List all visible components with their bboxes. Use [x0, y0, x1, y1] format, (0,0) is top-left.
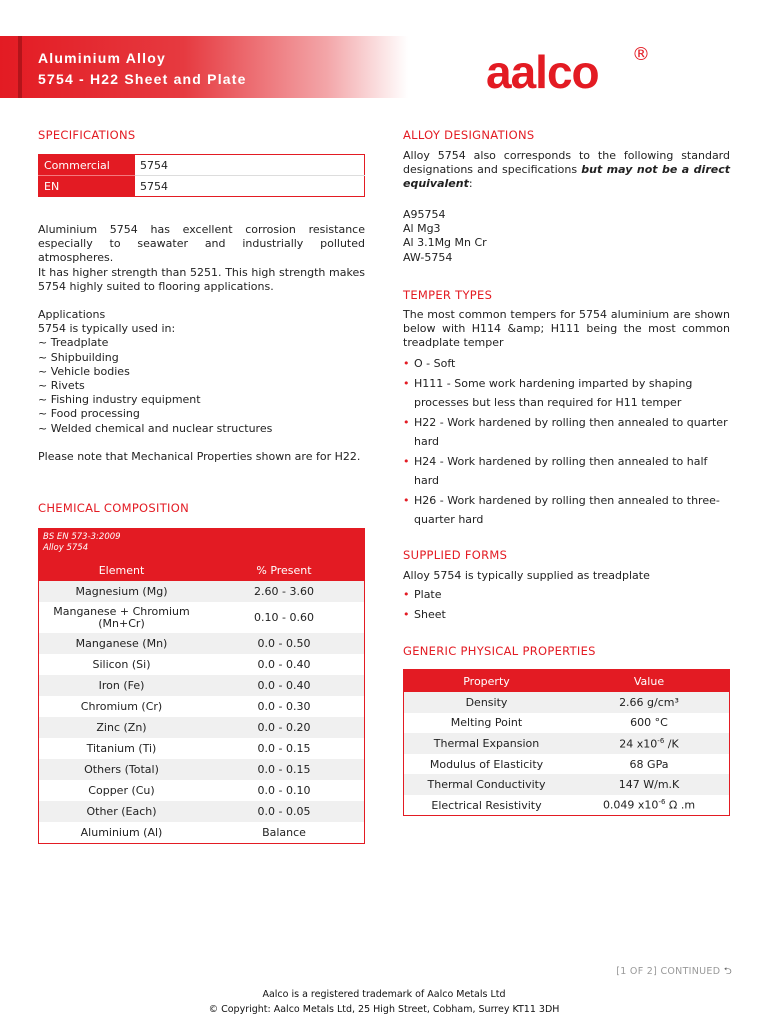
property-cell: Density — [404, 692, 570, 713]
chemical-alloy: Alloy 5754 — [43, 543, 89, 553]
table-row — [404, 754, 730, 775]
value-exponent: -6 — [657, 736, 665, 745]
table-row — [39, 633, 365, 654]
list-item: ~ Fishing industry equipment — [38, 393, 201, 407]
description-paragraph-2: It has higher strength than 5251. This high strength makes 5754 highly suited to flooring applications. — [38, 265, 365, 293]
list-item: • Plate — [403, 585, 730, 605]
element-cell: Iron (Fe) — [39, 675, 205, 696]
list-item: ~ Rivets — [38, 379, 85, 393]
list-item: • H111 - Some work hardening imparted by shaping processes but less than required for H11 temper — [403, 374, 730, 413]
supplied-intro: Alloy 5754 is typically supplied as treadplate — [403, 569, 650, 582]
column-header-element: Element — [39, 559, 205, 582]
header-accent-bar — [18, 36, 22, 98]
table-row — [404, 713, 730, 734]
list-item: ~ Food processing — [38, 407, 140, 421]
property-cell: Thermal Conductivity — [404, 774, 570, 795]
table-row — [39, 155, 365, 176]
table-row — [39, 717, 365, 738]
temper-types-heading: TEMPER TYPES — [403, 288, 493, 302]
list-item: A95754 — [403, 208, 446, 221]
property-cell: Melting Point — [404, 713, 570, 734]
present-cell: 0.0 - 0.40 — [204, 675, 365, 696]
element-cell: Zinc (Zn) — [39, 717, 205, 738]
element-cell: Manganese + Chromium (Mn+Cr) — [39, 602, 205, 633]
table-row — [39, 696, 365, 717]
present-cell: Balance — [204, 822, 365, 843]
present-cell: 0.10 - 0.60 — [204, 602, 365, 633]
spec-key: Commercial — [39, 155, 136, 176]
supplied-forms-heading: SUPPLIED FORMS — [403, 548, 508, 562]
chemical-composition-heading: CHEMICAL COMPOSITION — [38, 501, 189, 515]
designations-list — [403, 208, 487, 265]
present-cell: 2.60 - 3.60 — [204, 581, 365, 602]
table-row — [404, 774, 730, 795]
column-header-property: Property — [404, 670, 570, 693]
list-item: ~ Vehicle bodies — [38, 364, 130, 378]
value-main: 0.049 x10 — [602, 798, 659, 812]
tempers-intro: The most common tempers for 5754 aluminium are shown below with H114 &amp; H111 being the most common treadplate temper — [403, 308, 730, 350]
list-item: AW-5754 — [403, 250, 453, 264]
mechanical-note: Please note that Mechanical Properties shown are for H22. — [38, 449, 361, 463]
footer-trademark: Aalco is a registered trademark of Aalco Metals Ltd — [262, 989, 506, 1000]
description-paragraph-1: Aluminium 5754 has excellent corrosion resistance especially to seawater and industrially polluted atmospheres. — [38, 223, 365, 265]
table-row — [39, 759, 365, 780]
specifications-heading: SPECIFICATIONS — [38, 128, 136, 142]
footer-copyright: © Copyright: Aalco Metals Ltd, 25 High Street, Cobham, Surrey KT11 3DH — [208, 1004, 560, 1015]
value-cell — [569, 733, 730, 754]
list-item: • H24 - Work hardened by rolling then annealed to half hard — [403, 452, 730, 491]
present-cell: 0.0 - 0.40 — [204, 654, 365, 675]
temper-list — [403, 354, 730, 530]
chemical-composition-table — [38, 558, 365, 844]
element-cell: Aluminium (Al) — [39, 822, 205, 843]
value-exponent: -6 — [658, 798, 666, 807]
property-cell: Modulus of Elasticity — [404, 754, 570, 775]
table-row — [39, 675, 365, 696]
column-header-present: % Present — [204, 559, 365, 582]
applications-list — [38, 336, 365, 435]
value-cell: 2.66 g/cm³ — [569, 692, 730, 713]
element-cell: Copper (Cu) — [39, 780, 205, 801]
table-row — [39, 602, 365, 633]
header-banner — [0, 36, 408, 98]
applications-heading: Applications — [38, 308, 106, 322]
value-cell: 600 °C — [569, 713, 730, 734]
element-cell: Manganese (Mn) — [39, 633, 205, 654]
element-cell: Others (Total) — [39, 759, 205, 780]
specifications-table — [38, 154, 365, 197]
designations-intro-emphasis: but may not be a direct equivalent — [403, 163, 730, 191]
present-cell: 0.0 - 0.15 — [204, 759, 365, 780]
element-cell: Silicon (Si) — [39, 654, 205, 675]
designations-intro-end: : — [468, 177, 473, 191]
list-item: • H22 - Work hardened by rolling then annealed to quarter hard — [403, 413, 730, 452]
value-cell — [569, 795, 730, 816]
table-row — [39, 780, 365, 801]
table-row — [39, 176, 365, 197]
page-indicator — [560, 964, 732, 981]
table-row — [404, 733, 730, 754]
list-item: ~ Welded chemical and nuclear structures — [38, 421, 273, 435]
table-row — [39, 738, 365, 759]
element-cell: Titanium (Ti) — [39, 738, 205, 759]
table-row — [39, 822, 365, 843]
aalco-logo — [486, 38, 656, 98]
list-item: Al 3.1Mg Mn Cr — [403, 236, 487, 250]
page-indicator-text: [1 OF 2] CONTINUED — [616, 966, 721, 977]
alloy-designations-heading: ALLOY DESIGNATIONS — [403, 128, 535, 142]
table-row — [39, 581, 365, 602]
value-cell: 68 GPa — [569, 754, 730, 775]
spec-key: EN — [39, 176, 136, 197]
property-cell: Thermal Expansion — [404, 733, 570, 754]
column-header-value: Value — [569, 670, 730, 693]
logo-wordmark: aalco — [486, 46, 599, 98]
physical-properties-table — [403, 669, 730, 816]
present-cell: 0.0 - 0.50 — [204, 633, 365, 654]
value-unit: Ω .m — [665, 798, 696, 812]
list-item: Al Mg3 — [403, 222, 441, 236]
property-cell: Electrical Resistivity — [404, 795, 570, 816]
designations-intro-text: Alloy 5754 also corresponds to the following standard designations and specifications — [403, 149, 730, 177]
list-item: • Sheet — [403, 605, 730, 625]
description — [38, 223, 365, 464]
applications-intro: 5754 is typically used in: — [38, 322, 176, 336]
list-item: • H26 - Work hardened by rolling then annealed to three-quarter hard — [403, 491, 730, 530]
supplied-list — [403, 585, 730, 624]
continue-arrow-icon: ⮌ — [723, 966, 732, 977]
list-item: ~ Shipbuilding — [38, 350, 119, 364]
spec-value: 5754 — [135, 176, 365, 197]
table-row — [39, 654, 365, 675]
present-cell: 0.0 - 0.30 — [204, 696, 365, 717]
present-cell: 0.0 - 0.20 — [204, 717, 365, 738]
list-item: ~ Treadplate — [38, 336, 109, 350]
value-main: 24 x10 — [619, 737, 658, 751]
table-row — [404, 692, 730, 713]
table-row — [404, 795, 730, 816]
element-cell: Other (Each) — [39, 801, 205, 822]
chemical-standard: BS EN 573-3:2009 — [43, 532, 121, 542]
value-unit: /K — [664, 737, 679, 751]
element-cell: Magnesium (Mg) — [39, 581, 205, 602]
list-item: • O - Soft — [403, 354, 730, 374]
designations-intro — [403, 149, 730, 192]
present-cell: 0.0 - 0.10 — [204, 780, 365, 801]
document-title-line1: Aluminium Alloy — [38, 50, 166, 66]
registered-mark: ® — [632, 44, 650, 65]
document-title-line2: 5754 - H22 Sheet and Plate — [38, 71, 247, 87]
value-cell: 147 W/m.K — [569, 774, 730, 795]
present-cell: 0.0 - 0.05 — [204, 801, 365, 822]
chemical-standard-banner — [38, 528, 365, 558]
physical-properties-heading: GENERIC PHYSICAL PROPERTIES — [403, 644, 596, 658]
table-row — [39, 801, 365, 822]
present-cell: 0.0 - 0.15 — [204, 738, 365, 759]
element-cell: Chromium (Cr) — [39, 696, 205, 717]
spec-value: 5754 — [140, 158, 168, 172]
